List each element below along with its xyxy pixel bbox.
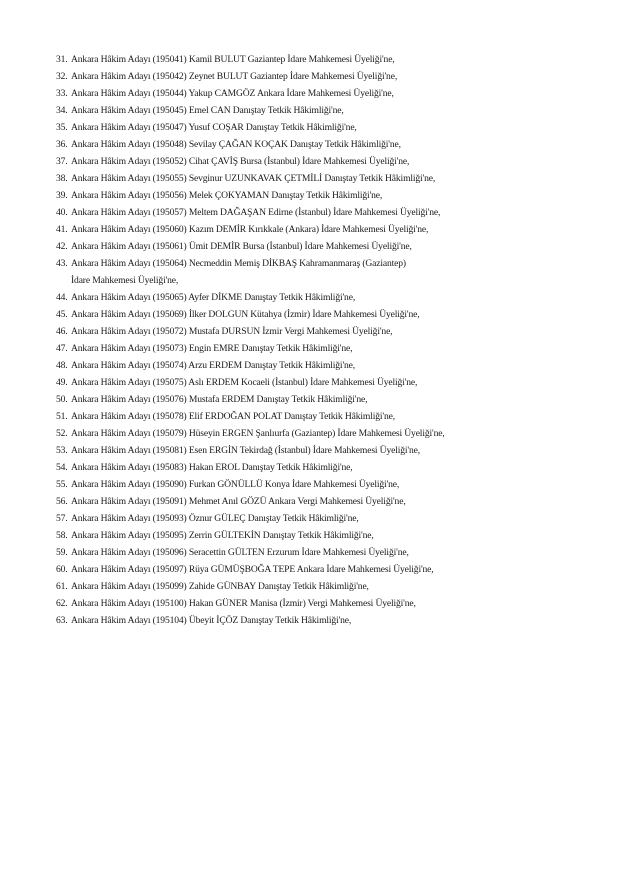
item-text: Ankara Hâkim Adayı (195045) Emel CAN Danıştay Tetkik Hâkimliği'ne, [71,105,344,116]
list-item [56,425,604,442]
item-text: Ankara Hâkim Adayı (195042) Zeynet BULUT Gaziantep İdare Mahkemesi Üyeliği'ne, [71,71,398,82]
list-item [56,561,604,578]
item-text: Ankara Hâkim Adayı (195081) Esen ERGİN Tekirdağ (İstanbul) İdare Mahkemesi Üyeliği'ne, [71,445,420,456]
item-number: 48. [56,360,68,371]
item-number: 47. [56,343,68,354]
list-item [56,578,604,595]
item-number: 50. [56,394,68,405]
item-number: 61. [56,581,68,592]
list-item [56,102,604,119]
list-item [56,374,604,391]
item-number: 31. [56,54,68,65]
item-text: Ankara Hâkim Adayı (195074) Arzu ERDEM Danıştay Tetkik Hâkimliği'ne, [71,360,356,371]
item-number: 53. [56,445,68,456]
item-text: Ankara Hâkim Adayı (195057) Meltem DAĞAŞAN Edirne (İstanbul) İdare Mahkemesi Üyeliği'ne, [71,207,441,218]
item-number: 51. [56,411,68,422]
list-item [56,119,604,136]
list-item [56,595,604,612]
list-item [56,204,604,221]
item-text: Ankara Hâkim Adayı (195104) Übeyit İÇÖZ Danıştay Tetkik Hâkimliği'ne, [71,615,352,626]
list-item [56,357,604,374]
item-text: Ankara Hâkim Adayı (195047) Yusuf COŞAR Danıştay Tetkik Hâkimliği'ne, [71,122,357,133]
item-number: 52. [56,428,68,439]
item-number: 60. [56,564,68,575]
item-text: Ankara Hâkim Adayı (195096) Seracettin GÜLTEN Erzurum İdare Mahkemesi Üyeliği'ne, [71,547,409,558]
list-item [56,510,604,527]
item-text: Ankara Hâkim Adayı (195060) Kazım DEMİR Kırıkkale (Ankara) İdare Mahkemesi Üyeliği'ne, [71,224,429,235]
item-number: 43. [56,258,68,269]
item-number: 57. [56,513,68,524]
list-item [56,612,604,629]
item-number: 41. [56,224,68,235]
item-number: 35. [56,122,68,133]
list-item [56,255,604,289]
item-text: Ankara Hâkim Adayı (195078) Elif ERDOĞAN POLAT Danıştay Tetkik Hâkimliği'ne, [71,411,395,422]
list-item [56,136,604,153]
item-text: Ankara Hâkim Adayı (195061) Ümit DEMİR Bursa (İstanbul) İdare Mahkemesi Üyeliği'ne, [71,241,412,252]
item-number: 38. [56,173,68,184]
item-text: Ankara Hâkim Adayı (195079) Hüseyin ERGEN Şanlıurfa (Gaziantep) İdare Mahkemesi Üyeliği'ne, [71,428,445,439]
list-item [56,238,604,255]
list-item [56,544,604,561]
list-item [56,476,604,493]
item-text: Ankara Hâkim Adayı (195069) İlker DOLGUN Kütahya (İzmir) İdare Mahkemesi Üyeliği'ne, [71,309,420,320]
item-text: Ankara Hâkim Adayı (195093) Öznur GÜLEÇ Danıştay Tetkik Hâkimliği'ne, [71,513,359,524]
item-text: Ankara Hâkim Adayı (195100) Hakan GÜNER Manisa (İzmir) Vergi Mahkemesi Üyeliği'ne, [71,598,416,609]
item-number: 33. [56,88,68,99]
list-item [56,323,604,340]
item-number: 40. [56,207,68,218]
item-number: 45. [56,309,68,320]
item-text: Ankara Hâkim Adayı (195097) Rüya GÜMÜŞBOĞA TEPE Ankara İdare Mahkemesi Üyeliği'ne, [71,564,434,575]
item-number: 46. [56,326,68,337]
item-number: 37. [56,156,68,167]
list-item [56,527,604,544]
item-number: 59. [56,547,68,558]
item-number: 42. [56,241,68,252]
item-number: 44. [56,292,68,303]
item-number: 58. [56,530,68,541]
item-number: 63. [56,615,68,626]
list-item [56,187,604,204]
list-item [56,85,604,102]
list-item [56,442,604,459]
list-item [56,68,604,85]
item-text: Ankara Hâkim Adayı (195056) Melek ÇOKYAMAN Danıştay Tetkik Hâkimliği'ne, [71,190,383,201]
item-number: 56. [56,496,68,507]
list-item [56,170,604,187]
appointment-list [56,51,604,629]
item-number: 34. [56,105,68,116]
item-text: Ankara Hâkim Adayı (195083) Hakan EROL Danıştay Tetkik Hâkimliği'ne, [71,462,353,473]
item-text: Ankara Hâkim Adayı (195055) Sevginur UZUNKAVAK ÇETMİLİ Danıştay Tetkik Hâkimliği'ne, [71,173,436,184]
item-text: Ankara Hâkim Adayı (195041) Kamil BULUT Gaziantep İdare Mahkemesi Üyeliği'ne, [71,54,395,65]
item-number: 39. [56,190,68,201]
item-text: Ankara Hâkim Adayı (195095) Zerrin GÜLTEKİN Danıştay Tetkik Hâkimliği'ne, [71,530,374,541]
item-number: 55. [56,479,68,490]
item-text: Ankara Hâkim Adayı (195075) Aslı ERDEM Kocaeli (İstanbul) İdare Mahkemesi Üyeliği'ne, [71,377,418,388]
list-item [56,493,604,510]
list-item [56,306,604,323]
item-text: Ankara Hâkim Adayı (195064) Necmeddin Memiş DİKBAŞ Kahramanmaraş (Gaziantep) İdare Mahkemesi Üyeliği'ne, [71,258,406,286]
list-item [56,391,604,408]
list-item [56,289,604,306]
list-item [56,153,604,170]
list-item [56,221,604,238]
list-item [56,51,604,68]
list-item [56,408,604,425]
item-text: Ankara Hâkim Adayı (195090) Furkan GÖNÜLLÜ Konya İdare Mahkemesi Üyeliği'ne, [71,479,400,490]
list-item [56,340,604,357]
item-text: Ankara Hâkim Adayı (195072) Mustafa DURSUN İzmir Vergi Mahkemesi Üyeliği'ne, [71,326,393,337]
item-text: Ankara Hâkim Adayı (195065) Ayfer DİKME Danıştay Tetkik Hâkimliği'ne, [71,292,356,303]
item-number: 49. [56,377,68,388]
item-text: Ankara Hâkim Adayı (195052) Cihat ÇAVİŞ Bursa (İstanbul) İdare Mahkemesi Üyeliği'ne, [71,156,410,167]
item-text: Ankara Hâkim Adayı (195044) Yakup CAMGÖZ Ankara İdare Mahkemesi Üyeliği'ne, [71,88,394,99]
item-number: 62. [56,598,68,609]
item-number: 54. [56,462,68,473]
item-number: 36. [56,139,68,150]
item-text: Ankara Hâkim Adayı (195048) Sevilay ÇAĞAN KOÇAK Danıştay Tetkik Hâkimliği'ne, [71,139,401,150]
item-text: Ankara Hâkim Adayı (195099) Zahide GÜNBAY Danıştay Tetkik Hâkimliği'ne, [71,581,369,592]
item-text: Ankara Hâkim Adayı (195091) Mehmet Anıl GÖZÜ Ankara Vergi Mahkemesi Üyeliği'ne, [71,496,406,507]
item-text: Ankara Hâkim Adayı (195076) Mustafa ERDEM Danıştay Tetkik Hâkimliği'ne, [71,394,368,405]
list-item [56,459,604,476]
item-text: Ankara Hâkim Adayı (195073) Engin EMRE Danıştay Tetkik Hâkimliği'ne, [71,343,353,354]
item-number: 32. [56,71,68,82]
